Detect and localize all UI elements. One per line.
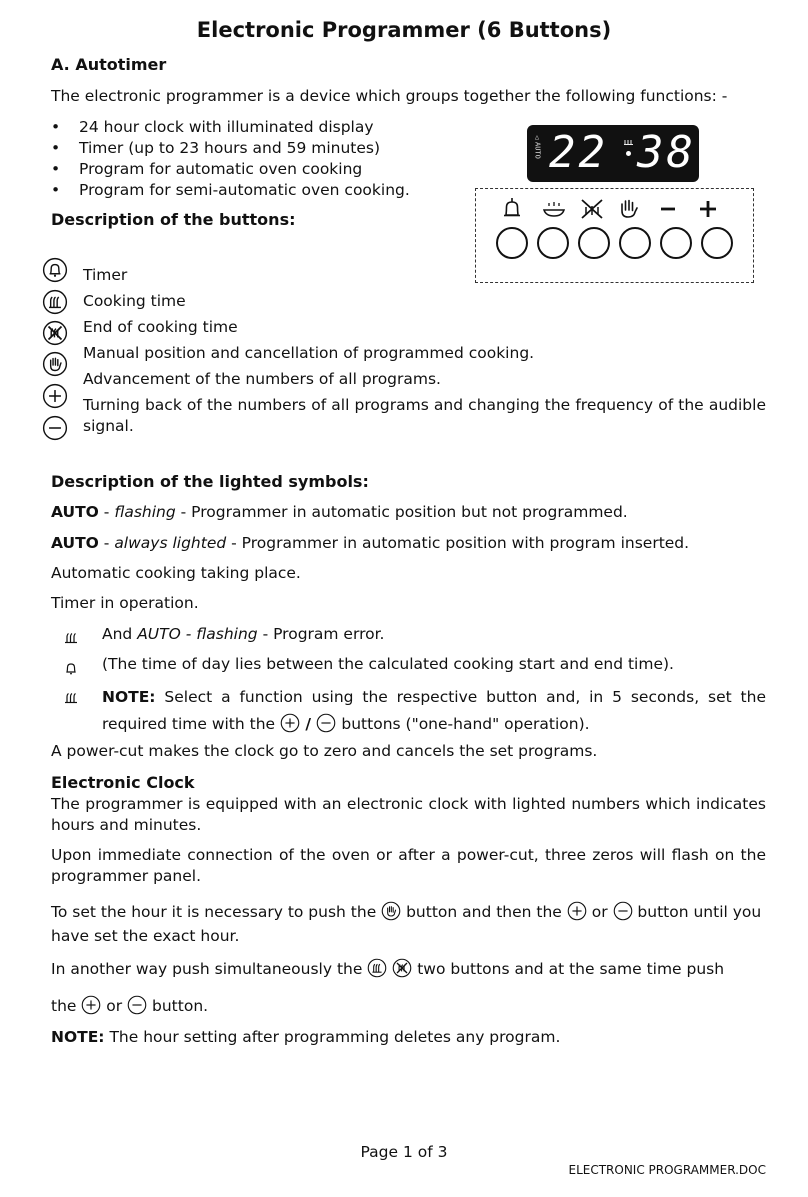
hand-icon — [622, 201, 637, 218]
symbol-desc-error: And AUTO - flashing - Program error. — [102, 625, 385, 643]
plus-icon — [81, 995, 101, 1015]
functions-list — [51, 117, 410, 201]
auto-label: AUTO — [533, 142, 542, 159]
list-item: • Timer (up to 23 hours and 59 minutes) — [51, 138, 410, 159]
bell-icon: △ — [534, 133, 540, 141]
steam-icon — [63, 629, 79, 645]
hour-setting-note: NOTE: The hour setting after programming deletes any program. — [51, 1028, 561, 1046]
timer-line: Timer in operation. — [51, 594, 199, 612]
clock-paragraph-3: To set the hour it is necessary to push the button and then the or button until you have set the exact hour. — [51, 903, 762, 945]
minus-icon — [42, 415, 68, 441]
section-heading-autotimer: A. Autotimer — [51, 55, 167, 74]
minus-icon — [316, 713, 336, 733]
timer-button[interactable] — [496, 227, 528, 259]
plus-icon — [42, 383, 68, 409]
page-number: Page 1 of 3 — [360, 1143, 448, 1161]
minus-button[interactable] — [660, 227, 692, 259]
end-cooking-button[interactable] — [578, 227, 610, 259]
list-item: • 24 hour clock with illuminated display — [51, 117, 410, 138]
hand-icon — [42, 351, 68, 377]
plus-icon — [567, 901, 587, 921]
powercut-line: A power-cut makes the clock go to zero and cancels the set programs. — [51, 742, 598, 760]
cooking-time-button[interactable] — [537, 227, 569, 259]
end-cooking-icon — [42, 320, 68, 346]
symbol-desc-time-of-day: (The time of day lies between the calculated cooking start and end time). — [102, 655, 674, 673]
minus-icon — [613, 901, 633, 921]
bell-icon — [42, 257, 68, 283]
manual-button[interactable] — [619, 227, 651, 259]
intro-text: The electronic programmer is a device which groups together the following functions: - — [51, 87, 728, 105]
symbol-desc-note: NOTE: Select a function using the respective button and, in 5 seconds, set the required time with the / buttons ("one-hand" operation). — [102, 688, 766, 733]
plus-icon — [280, 713, 300, 733]
clock-display — [527, 125, 699, 182]
clock-minutes: 38 — [637, 127, 696, 178]
clock-paragraph-2: Upon immediate connection of the oven or after a power-cut, three zeros will flash on the programmer panel. — [51, 846, 766, 885]
button-desc-timer: Timer — [83, 266, 128, 284]
auto-flashing-line: AUTO - flashing - Programmer in automatic position but not programmed. — [51, 503, 628, 521]
dish-icon — [544, 202, 564, 216]
button-desc-manual: Manual position and cancellation of programmed cooking. — [83, 344, 535, 362]
plus-icon — [700, 201, 716, 217]
button-desc-minus: Turning back of the numbers of all programs and changing the frequency of the audible signal. — [83, 396, 766, 435]
clock-paragraph-1: The programmer is equipped with an electronic clock with lighted numbers which indicates hours and minutes. — [51, 795, 766, 834]
button-desc-cooking-time: Cooking time — [83, 292, 186, 310]
clock-heading: Electronic Clock — [51, 773, 195, 792]
end-cooking-icon — [392, 958, 412, 978]
auto-indicator — [532, 133, 542, 162]
end-cooking-icon — [582, 200, 602, 218]
clock-paragraph-4: In another way push simultaneously the two buttons and at the same time push — [51, 960, 725, 978]
clock-colon — [621, 131, 637, 177]
minus-icon — [127, 995, 147, 1015]
clock-hours: 22 — [549, 127, 608, 178]
list-item: • Program for automatic oven cooking — [51, 159, 410, 180]
button-desc-plus: Advancement of the numbers of all programs. — [83, 370, 441, 388]
clock-paragraph-5: the or button. — [51, 997, 209, 1015]
lighted-heading: Description of the lighted symbols: — [51, 472, 369, 491]
bell-icon — [63, 660, 79, 676]
list-item: • Program for semi-automatic oven cooking. — [51, 180, 410, 201]
auto-lighted-line: AUTO - always lighted - Programmer in automatic position with program inserted. — [51, 534, 690, 552]
panel-symbols — [494, 195, 744, 223]
hand-icon — [381, 901, 401, 921]
document-name: ELECTRONIC PROGRAMMER.DOC — [568, 1163, 766, 1177]
button-panel — [475, 188, 754, 283]
steam-icon — [63, 689, 79, 705]
button-desc-end-cooking: End of cooking time — [83, 318, 238, 336]
cooking-time-icon — [367, 958, 387, 978]
panel-buttons-row — [496, 227, 748, 259]
steam-indicator-icon — [623, 131, 635, 139]
plus-button[interactable] — [701, 227, 733, 259]
cooking-time-icon — [42, 289, 68, 315]
page-title: Electronic Programmer (6 Buttons) — [196, 18, 612, 42]
buttons-heading: Description of the buttons: — [51, 210, 296, 229]
cooking-line: Automatic cooking taking place. — [51, 564, 301, 582]
bell-icon — [504, 198, 520, 216]
